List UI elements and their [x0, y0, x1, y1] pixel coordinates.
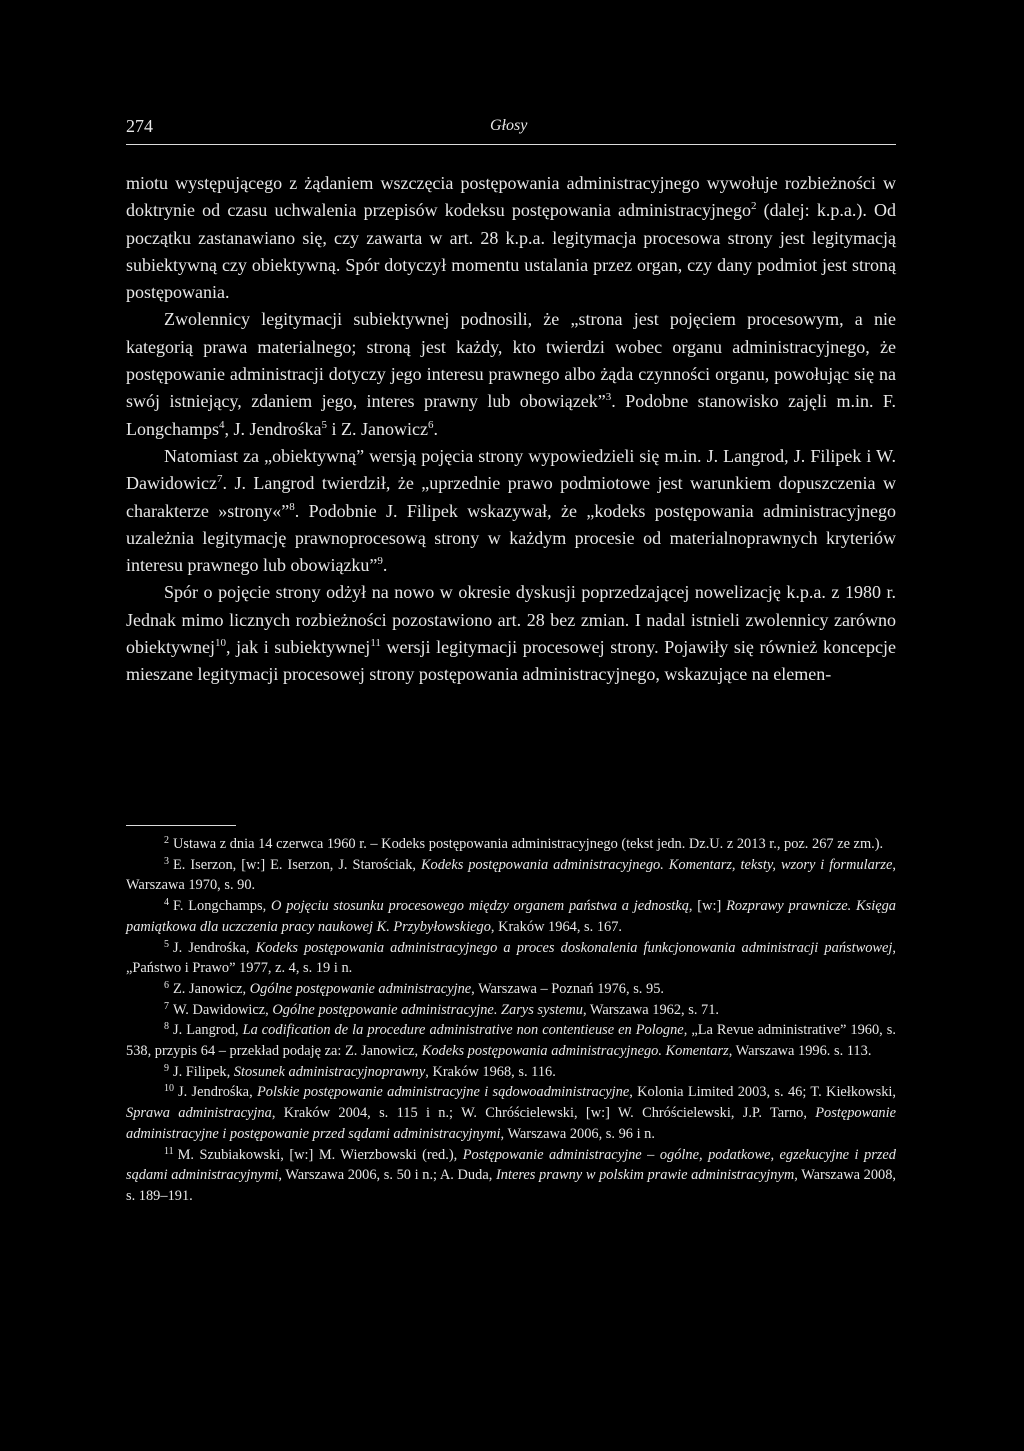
footnote-6: $^6$ Z. Janowicz, Ogólne postępowanie administracyjne, Warszawa – Poznań 1976, s. 95.: [164, 979, 664, 997]
footnote-ref: 10: [214, 637, 226, 650]
footnote-11: $^{11}$ M. Szubiakowski, [w:] M. Wierzbowski (red.), Postępowanie administracyjne – ogólne, podatkowe, egzekucyjne i przed sądami administracyjnymi, Warszawa 2006, s. 50 i n.; A. Duda, Interes prawny w polskim prawie administracyjnym, Warszawa 2008, s. 189–191.: [126, 1145, 896, 1204]
footnote-5: $^5$ J. Jendrośka, Kodeks postępowania administracyjnego a proces doskonalenia funkcjonowania administracji państwowej, „Państwo i Prawo” 1977, z. 4, s. 19 i n.: [126, 938, 896, 977]
footnotes: [126, 834, 896, 1207]
footnote-8: $^8$ J. Langrod, La codification de la procedure administrative non contentieuse en Pologne, „La Revue administrative” 1960, s. 538, przypis 64 – przekład podaję za: Z. Janowicz, Kodeks postępowania administracyjnego. Komentarz, Warszawa 1996. s. 113.: [126, 1021, 896, 1060]
footnote-number: 7: [164, 1000, 169, 1012]
page-number: 274: [126, 116, 153, 136]
page-header: [126, 116, 896, 145]
footnote-number: 2: [164, 835, 169, 846]
footnote-ref: 3: [605, 391, 612, 404]
footnote-2: $^2$ Ustawa z dnia 14 czerwca 1960 r. – Kodeks postępowania administracyjnego (tekst jedn. Dz.U. z 2013 r., poz. 267 ze zm.).: [164, 835, 884, 852]
footnote-number: 8: [164, 1021, 169, 1033]
footnote-ref: 2: [751, 200, 757, 213]
paragraph-4: Spór o pojęcie strony odżył na nowo w okresie dyskusji poprzedzającej nowelizację k.p.a. z 1980 r. Jednak mimo licznych rozbieżności pozostawiono art. 28 bez zmian. I nadal istnieli zwolennicy zarówno obiektywnej$^{10}$, jak i subiektywnej$^{11}$ wersji legitymacji procesowej strony. Pojawiły się również koncepcje mieszane legitymacji procesowej strony postępowania administracyjnego, wskazujące na elemen-: [126, 582, 896, 685]
footnote-ref: 7: [216, 473, 223, 486]
footnote-number: 4: [164, 897, 169, 909]
footnote-9: $^9$ J. Filipek, Stosunek administracyjnoprawny, Kraków 1968, s. 116.: [164, 1062, 556, 1080]
footnote-number: 11: [164, 1145, 174, 1157]
footnote-number: 5: [164, 938, 169, 950]
footnote-ref: 8: [289, 500, 295, 513]
paragraph-3: Natomiast za „obiektywną” wersją pojęcia strony wypowiedzieli się m.in. J. Langrod, J. Filipek i W. Dawidowicz$^7$. J. Langrod twierdził, że „uprzednie prawo podmiotowe jest warunkiem dopuszczenia w charakterze »strony«”$^8$. Podobnie J. Filipek wskazywał, że „kodeks postępowania administracyjnego uzależnia legitymację prawnoprocesową strony w każdym procesie od materialnoprawnych kryteriów interesu prawnego lub obowiązku”$^9$.: [126, 445, 896, 576]
footnote-ref: 4: [218, 418, 225, 431]
footnote-separator: [126, 825, 236, 826]
footnote-number: 6: [164, 979, 169, 991]
paragraph-2: Zwolennicy legitymacji subiektywnej podnosili, że „strona jest pojęciem procesowym, a nie kategorią prawa materialnego; stroną jest każdy, kto twierdzi wobec organu administracyjnego, że postępowanie administracji dotyczy jego interesu prawnego albo żąda czynności organu, powołując się na swój istniejący, zdaniem jego, interes prawny lub obowiązek”$^3$. Podobne stanowisko zajęli m.in. F. Longchamps$^4$, J. Jendrośka$^5$ i Z. Janowicz$^6$.: [126, 309, 896, 439]
footnote-ref: 5: [321, 418, 327, 431]
footnote-10: $^{10}$ J. Jendrośka, Polskie postępowanie administracyjne i sądowoadministracyjne, Kolonia Limited 2003, s. 46; T. Kiełkowski, Sprawa administracyjna, Kraków 2004, s. 115 i n.; W. Chróścielewski, [w:] W. Chróścielewski, J.P. Tarno, Postępowanie administracyjne i postępowanie przed sądami administracyjnymi, Warszawa 2006, s. 96 i n.: [126, 1083, 896, 1142]
body-text: [126, 170, 896, 689]
footnote-7: $^7$ W. Dawidowicz, Ogólne postępowanie administracyjne. Zarys systemu, Warszawa 1962, s. 71.: [164, 1000, 720, 1018]
footnote-ref: 11: [370, 637, 381, 650]
footnote-4: $^4$ F. Longchamps, O pojęciu stosunku procesowego między organem państwa a jednostką, [w:] Rozprawy prawnicze. Księga pamiątkowa dla uczczenia pracy naukowej K. Przybyłowskiego, Kraków 1964, s. 167.: [126, 897, 896, 935]
footnote-number: 10: [164, 1083, 174, 1095]
running-title: Głosy: [490, 117, 528, 134]
footnote-number: 9: [164, 1062, 169, 1074]
footnote-ref: 6: [427, 418, 434, 431]
footnote-ref: 9: [377, 555, 383, 568]
footnote-number: 3: [164, 855, 169, 867]
footnote-3: $^3$ E. Iserzon, [w:] E. Iserzon, J. Starościak, Kodeks postępowania administracyjnego. Komentarz, teksty, wzory i formularze, Warszawa 1970, s. 90.: [126, 855, 896, 894]
paragraph-1: miotu występującego z żądaniem wszczęcia postępowania administracyjnego wywołuje rozbieżności w doktrynie od czasu uchwalenia przepisów kodeksu postępowania administracyjnego$^2$ (dalej: k.p.a.). Od początku zastanawiano się, czy zawarta w art. 28 k.p.a. legitymacja procesowa strony jest legitymacją subiektywną czy obiektywną. Spór dotyczył momentu ustalania przez organ, czy dany podmiot jest stroną postępowania.: [126, 173, 896, 303]
